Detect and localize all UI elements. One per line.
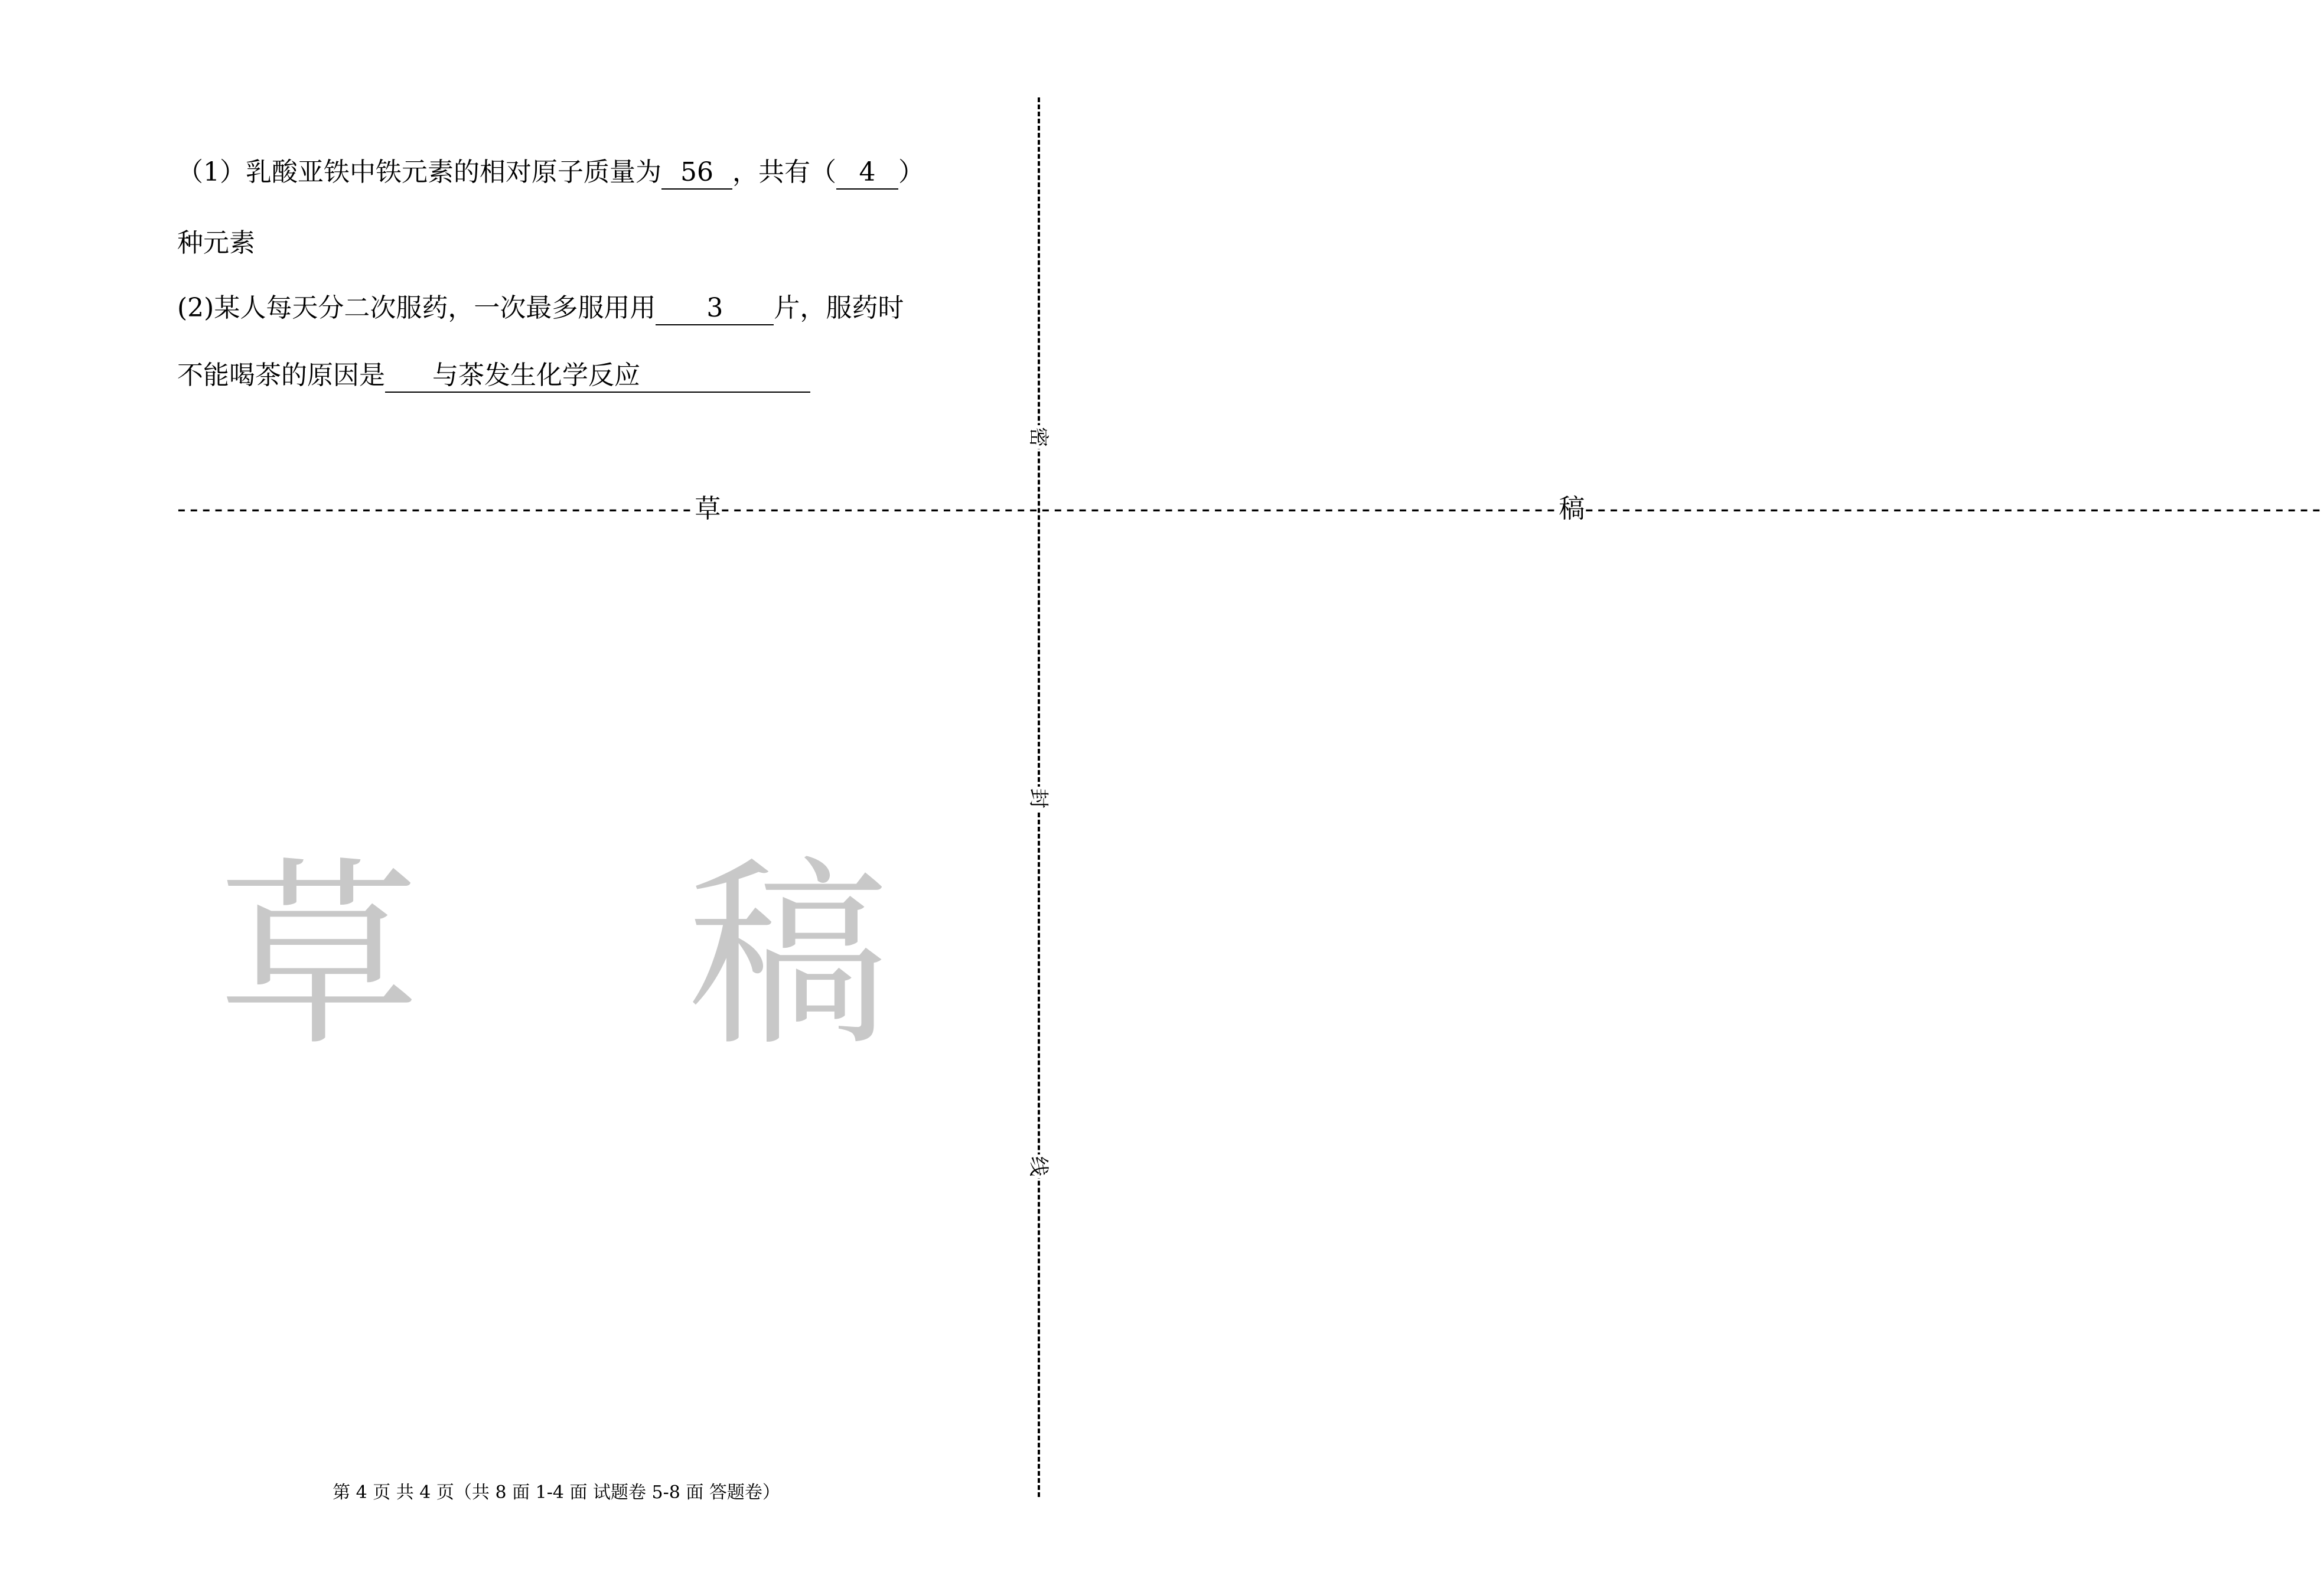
question-2-suffix: 片，服药时 — [774, 293, 904, 323]
question-3-prefix: 不能喝茶的原因是 — [177, 360, 385, 390]
question-1-suffix: ） — [898, 157, 924, 187]
divider-label-cao: 草 — [695, 494, 721, 524]
answer-atomic-mass: 56 — [680, 157, 713, 187]
answer-blank-reason — [385, 360, 810, 393]
watermark-gao: 稿 — [688, 840, 889, 1074]
binding-char-mi: 密 — [1026, 425, 1050, 449]
divider-label-gao: 稿 — [1559, 494, 1585, 524]
answer-tablets: 3 — [706, 293, 723, 323]
answer-blank-atomic-mass — [661, 156, 732, 190]
page-footer: 第 4 页 共 4 页（共 8 面 1-4 面 试题卷 5-8 面 答题卷） — [333, 1482, 780, 1503]
question-1-middle: ，共有（ — [732, 157, 836, 187]
divider-dashes-middle: -------------------------------------------------------------------- — [721, 494, 1559, 524]
question-1-prefix: （1）乳酸亚铁中铁元素的相对原子质量为 — [177, 157, 661, 187]
question-2-prefix: (2)某人每天分二次服药，一次最多服用用 — [177, 293, 656, 323]
question-1-line-2: 种元素 — [177, 228, 255, 258]
question-2-line — [177, 291, 904, 326]
divider-dashes-left: ------------------------------------------ — [177, 494, 695, 524]
divider-dashes-right: ------------------------------------------------------------ — [1585, 494, 2324, 524]
draft-divider — [177, 491, 2324, 527]
answer-reason: 与茶发生化学反应 — [432, 360, 640, 390]
answer-element-count: 4 — [859, 157, 876, 187]
watermark-cao: 草 — [219, 840, 419, 1074]
question-1-line-1 — [177, 155, 924, 190]
answer-blank-tablets — [656, 292, 774, 325]
binding-char-xian: 线 — [1026, 1154, 1050, 1178]
binding-char-feng: 封 — [1026, 787, 1050, 810]
question-3-line — [177, 358, 810, 393]
answer-blank-element-count — [836, 156, 898, 190]
